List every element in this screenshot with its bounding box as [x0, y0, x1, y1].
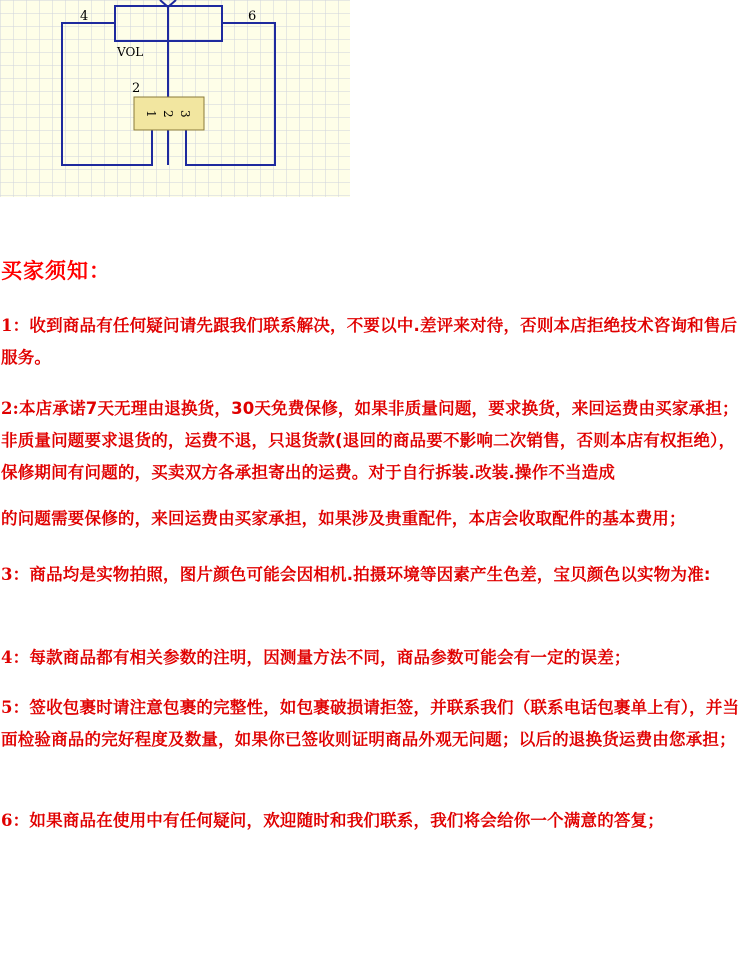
pin-label-6: 6	[248, 9, 257, 24]
pin-label-4: 4	[80, 9, 89, 24]
schematic-svg	[0, 0, 350, 197]
notice-item-2	[1, 393, 750, 489]
notice-item-number: 1：	[1, 316, 30, 335]
notice-item-5	[1, 692, 750, 756]
notice-item-1	[1, 310, 750, 374]
notice-item-text: 本店承诺7天无理由退换货，30天免费保修，如果非质量问题，要求换货，来回运费由买家承担；非质量问题要求退货的，运费不退，只退货款(退回的商品要不影响二次销售，否则本店有权拒绝），保修期间有问题的，买卖双方各承担寄出的运费。对于自行拆装.改装.操作不当造成	[1, 399, 739, 482]
pin-label-2: 2	[132, 81, 141, 96]
schematic-diagram	[0, 0, 350, 197]
connector-pin-2: 2	[161, 110, 175, 118]
notice-item-number: 2:	[1, 399, 19, 418]
notice-item-6	[1, 805, 750, 837]
notice-item-text: 每款商品都有相关参数的注明，因测量方法不同，商品参数可能会有一定的误差；	[29, 648, 631, 667]
notice-item-number: 4：	[1, 648, 30, 667]
notice-item-text: 收到商品有任何疑问请先跟我们联系解决，不要以中.差评来对待，否则本店拒绝技术咨询和售后服务。	[1, 316, 738, 367]
notice-item-number: 3：	[1, 565, 30, 584]
notice-item-2-continued	[1, 503, 750, 535]
connector-pin-1: 1	[144, 110, 158, 118]
component-label: VOL	[117, 45, 144, 59]
connector-pin-3: 3	[178, 110, 192, 118]
notice-item-4	[1, 642, 750, 674]
notice-item-text: 的问题需要保修的，来回运费由买家承担，如果涉及贵重配件，本店会收取配件的基本费用；	[1, 509, 686, 528]
notice-item-3	[1, 559, 750, 591]
notice-item-text: 商品均是实物拍照，图片颜色可能会因相机.拍摄环境等因素产生色差，宝贝颜色以实物为准:	[29, 565, 711, 584]
notice-item-text: 签收包裹时请注意包裹的完整性，如包裹破损请拒签，并联系我们（联系电话包裹单上有），并当面检验商品的完好程度及数量，如果你已签收则证明商品外观无问题；以后的退换货运费由您承担；	[1, 698, 740, 749]
notice-item-number: 5：	[1, 698, 30, 717]
notice-item-text: 如果商品在使用中有任何疑问，欢迎随时和我们联系，我们将会给你一个满意的答复；	[29, 811, 664, 830]
notice-title: 买家须知：	[1, 259, 111, 283]
notice-item-number: 6：	[1, 811, 30, 830]
